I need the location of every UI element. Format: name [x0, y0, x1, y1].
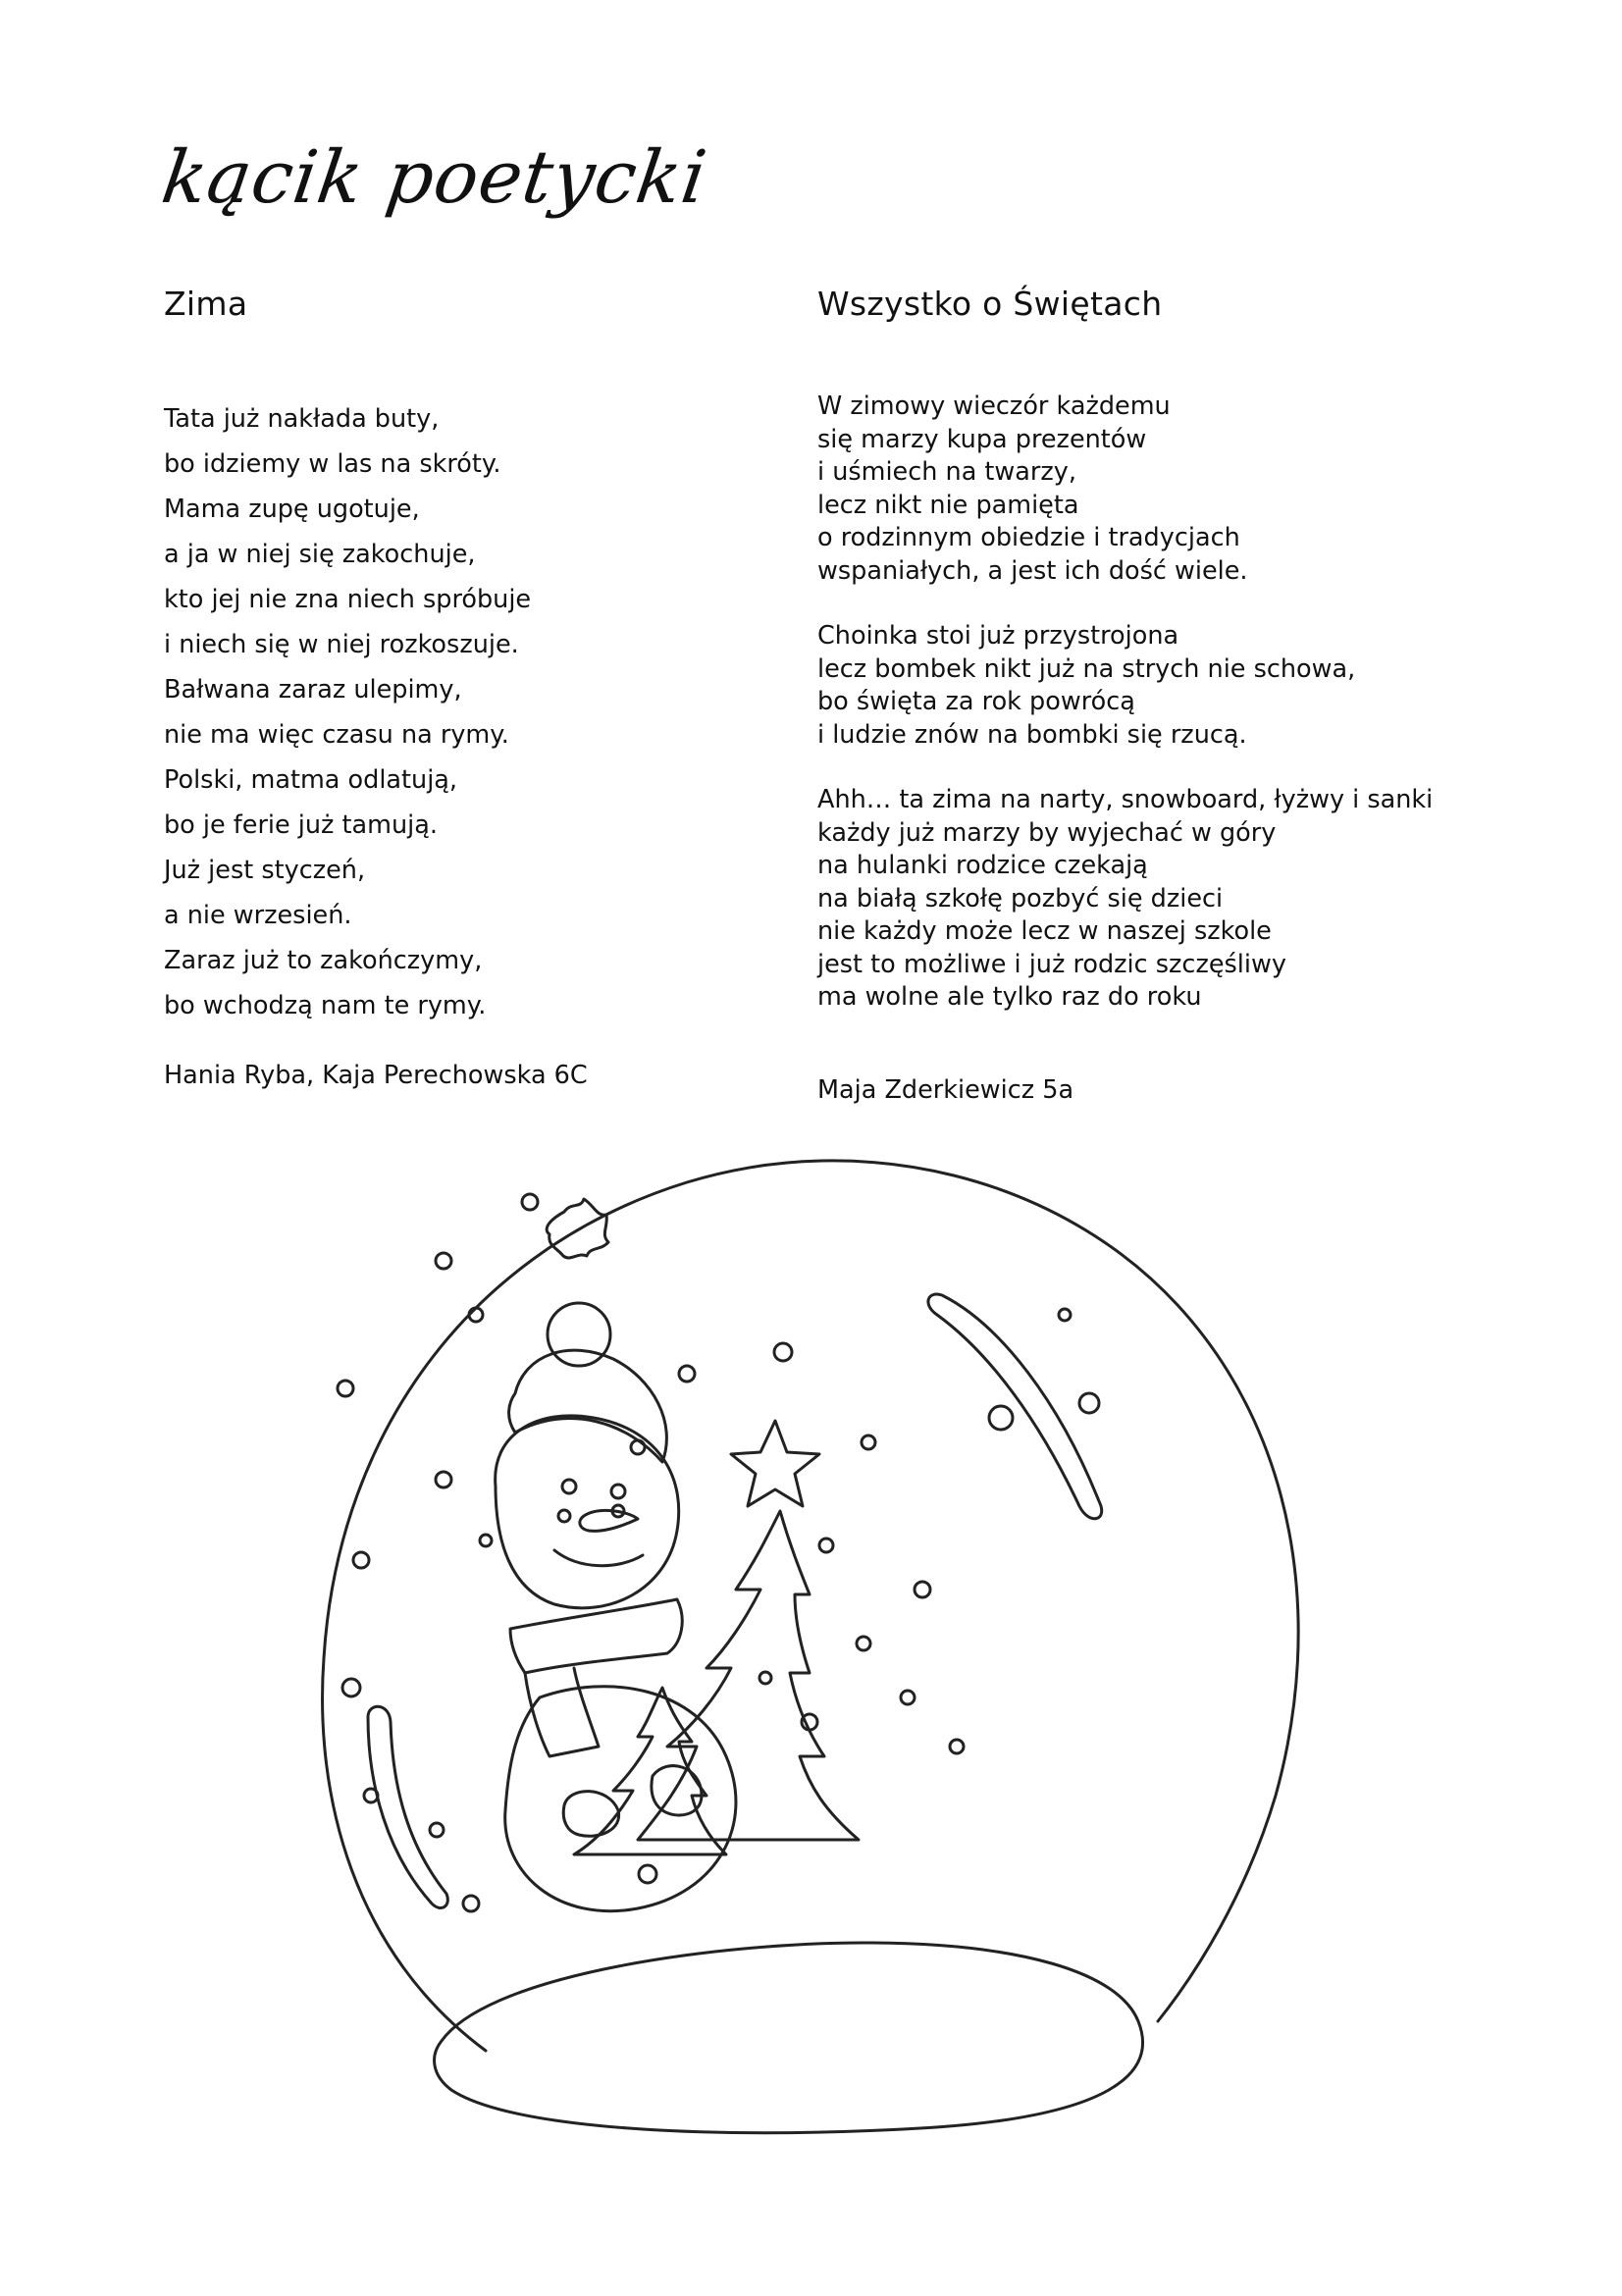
snowman-scarf: [510, 1599, 682, 1673]
poem-zima: [164, 285, 792, 1092]
poem-line: lecz nikt nie pamięta: [817, 490, 1079, 520]
snow-globe-svg: [314, 1109, 1334, 2149]
poem-line: Już jest styczeń,: [164, 856, 366, 885]
poem-line: bo je ferie już tamują.: [164, 810, 438, 840]
snow-globe-drawing: [314, 1109, 1334, 2149]
poem-line: na hulanki rodzice czekają: [817, 851, 1148, 880]
large-tree: [638, 1511, 859, 1840]
poem-line: wspaniałych, a jest ich dość wiele.: [817, 555, 1248, 586]
poem-line: każdy już marzy by wyjechać w góry: [817, 817, 1277, 848]
poem-line: jest to możliwe i już rodzic szczęśliwy: [817, 949, 1286, 979]
snowman-eye-right: [611, 1485, 625, 1498]
poem-line: Mama zupę ugotuje,: [164, 495, 420, 524]
snowman-hat-bobble: [548, 1303, 610, 1366]
poem-line: Ahh… ta zima na narty, snowboard, łyżwy i sanki: [817, 785, 1434, 814]
page-heading: kącik poetycki: [157, 135, 712, 220]
globe-outline: [323, 1161, 1299, 2051]
poem-line: bo idziemy w las na skróty.: [164, 449, 501, 479]
poem-line: się marzy kupa prezentów: [817, 424, 1147, 454]
snow-dots: [338, 1194, 1099, 1911]
poem-line: na białą szkołę pozbyć się dzieci: [817, 883, 1224, 913]
poem-line: lecz bombek nikt już na strych nie schowa,: [817, 653, 1356, 684]
poem-line: i niech się w niej rozkoszuje.: [164, 630, 519, 659]
poem-stanza: [164, 396, 792, 1028]
poem-line: ma wolne ale tylko raz do roku: [817, 982, 1202, 1012]
poem-line: nie ma więc czasu na rymy.: [164, 720, 509, 750]
poem-line: bo święta za rok powrócą: [817, 687, 1135, 716]
snowman-eye-left: [562, 1480, 576, 1493]
poem-stanza: [817, 620, 1563, 752]
snowman-nose: [580, 1510, 638, 1531]
snowman-scarf-end: [525, 1668, 599, 1756]
poem-author: Hania Ryba, Kaja Perechowska 6C: [164, 1061, 588, 1090]
poem-line: bo wchodzą nam te rymy.: [164, 991, 487, 1020]
snowman-mitten-left: [563, 1792, 618, 1837]
poem-line: kto jej nie zna niech spróbuje: [164, 585, 532, 614]
poem-line: nie każdy może lecz w naszej szkole: [817, 916, 1272, 946]
poem-author: Maja Zderkiewicz 5a: [817, 1074, 1074, 1105]
poem-stanza: [817, 391, 1563, 588]
poem-title: Wszystko o Świętach: [817, 285, 1163, 323]
poem-line: Polski, matma odlatują,: [164, 765, 458, 795]
snowman-smile: [554, 1550, 643, 1566]
poem-title: Zima: [164, 285, 248, 323]
globe-base: [435, 1943, 1143, 2133]
poem-line: i uśmiech na twarzy,: [817, 457, 1076, 487]
tree-star: [731, 1421, 819, 1506]
poem-line: W zimowy wieczór każdemu: [817, 391, 1171, 421]
poem-line: Bałwana zaraz ulepimy,: [164, 675, 462, 704]
snowman-button: [639, 1865, 656, 1883]
poem-line: Tata już nakłada buty,: [164, 404, 440, 434]
poem-line: Choinka stoi już przystrojona: [817, 621, 1179, 651]
snowman-head: [496, 1416, 679, 1608]
poem-stanza: [817, 784, 1563, 1015]
poem-line: Zaraz już to zakończymy,: [164, 946, 483, 975]
poem-wszystko-o-swietach: [817, 285, 1563, 1107]
globe-reflection-left: [368, 1706, 447, 1907]
poem-line: a nie wrzesień.: [164, 901, 352, 930]
globe-reflection-right: [928, 1294, 1102, 1519]
poem-line: o rodzinnym obiedzie i tradycjach: [817, 523, 1240, 552]
poem-line: a ja w niej się zakochuje,: [164, 540, 476, 569]
poem-line: i ludzie znów na bombki się rzucą.: [817, 719, 1247, 750]
